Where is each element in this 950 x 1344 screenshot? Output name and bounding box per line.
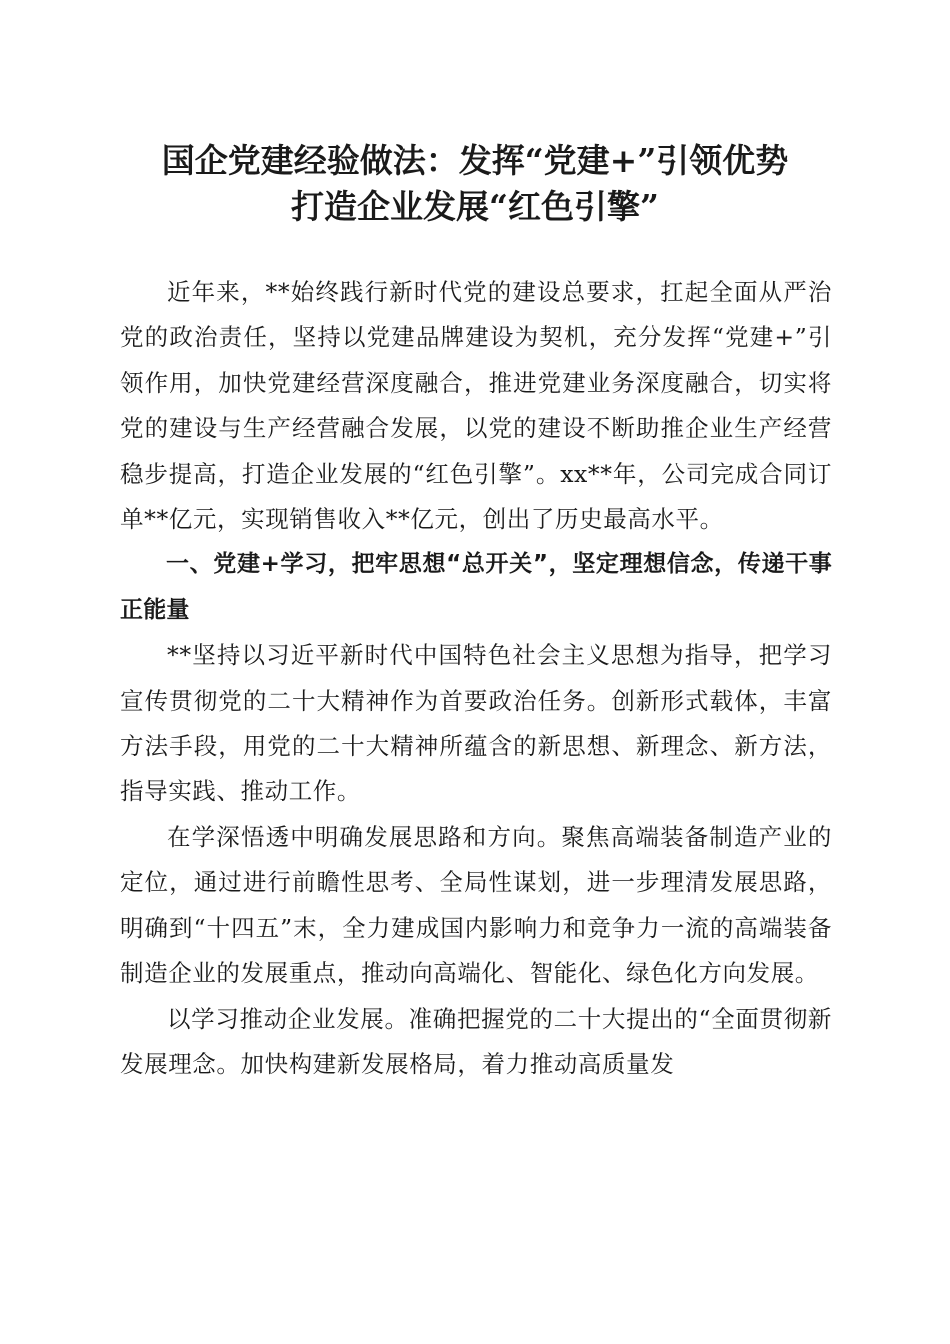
body-paragraph: 以学习推动企业发展。准确把握党的二十大提出的“全面贯彻新发展理念。加快构建新发展格局，着力推动高质量发 [120,1004,832,1078]
document-title-line-1: 国企党建经验做法：发挥“党建+”引领优势 [161,141,789,180]
intro-paragraph: 近年来，**始终践行新时代党的建设总要求，扛起全面从严治党的政治责任，坚持以党建品牌建设为契机，充分发挥“党建+”引领作用，加快党建经营深度融合，推进党建业务深度融合，切实将党的建设与生产经营融合发展，以党的建设不断助推企业生产经营稳步提高，打造企业发展的“红色引擎”。xx**年，公司完成合同订单**亿元，实现销售收入**亿元，创出了历史最高水平。 [120,278,832,534]
document-title-line-2: 打造企业发展“红色引擎” [291,187,659,226]
body-paragraph: **坚持以习近平新时代中国特色社会主义思想为指导，把学习宣传贯彻党的二十大精神作为首要政治任务。创新形式载体，丰富方法手段，用党的二十大精神所蕴含的新思想、新理念、新方法，指导实践、推动工作。 [120,641,832,806]
document-body [120,270,832,1087]
body-paragraph: 在学深悟透中明确发展思路和方向。聚焦高端装备制造产业的定位，通过进行前瞻性思考、全局性谋划，进一步理清发展思路，明确到“十四五”末，全力建成国内影响力和竞争力一流的高端装备制造企业的发展重点，推动向高端化、智能化、绿色化方向发展。 [120,822,832,988]
section-heading-1: 一、党建+学习，把牢思想“总开关”，坚定理想信念，传递干事正能量 [120,551,832,623]
